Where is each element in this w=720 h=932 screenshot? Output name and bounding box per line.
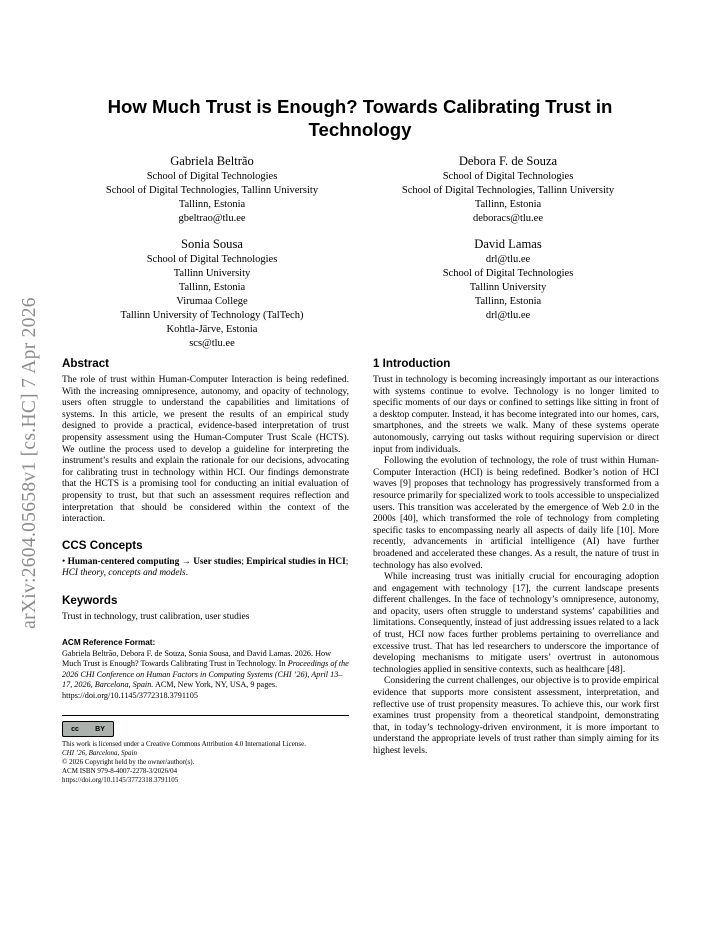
- acm-reference-venue: Proceedings of the 2026 CHI Conference on Human Factors in Computing Systems (CHI ’26), April 13–17, 2026, Barcelona, Spain.: [62, 659, 349, 689]
- ccs-term: HCI theory, concepts and models: [62, 568, 186, 579]
- by-label: BY: [95, 725, 105, 733]
- author-name: Sonia Sousa: [181, 237, 243, 251]
- author-email: drl@tlu.ee: [485, 254, 531, 265]
- author-name: David Lamas: [474, 237, 542, 251]
- author-email: scs@tlu.ee: [189, 338, 235, 349]
- acm-reference-text: [62, 649, 349, 702]
- intro-paragraph-1: Trust in technology is becoming increasingly important as our interactions with systems continue to evolve. Technology is no longer limited to specific moments of our days or confined to settings like sitting in front of a desktop computer. Instead, it has become integrated into our homes, cars, smartphones, and the streets we walk. Many of these systems operate autonomously, carrying out tasks without requiring supervision or direct input from individuals.: [373, 375, 659, 455]
- author-location: Tallinn, Estonia: [178, 282, 246, 293]
- license-isbn: ACM ISBN 979-8-4007-2278-3/2026/04: [62, 766, 178, 775]
- author-affiliation: School of Digital Technologies: [146, 254, 278, 265]
- acm-reference-part: ACM, New York, NY, USA, 9 pages. https://doi.org/10.1145/3772318.3791105: [62, 680, 278, 700]
- paper-title: How Much Trust is Enough? Towards Calibrating Trust in Technology: [107, 96, 613, 140]
- author-affiliation: Tallinn University: [469, 282, 547, 293]
- ccs-term: Empirical studies in HCI: [246, 556, 346, 567]
- author-block-4: [358, 236, 658, 323]
- author-location: Kohtla-Järve, Estonia: [166, 324, 258, 335]
- author-location: Tallinn, Estonia: [474, 296, 542, 307]
- author-email: gbeltrao@tlu.ee: [178, 213, 246, 224]
- left-column: [62, 357, 349, 785]
- license-copyright: © 2026 Copyright held by the owner/author(s).: [62, 757, 195, 766]
- abstract-heading: Abstract: [62, 357, 110, 370]
- author-name: Debora F. de Souza: [458, 154, 558, 168]
- intro-paragraph-3: While increasing trust was initially crucial for encouraging adoption and engagement with technology [17], the current landscape presents different challenges. In the face of technology’s omnipresence, autonomy, and opacity, users often struggle to understand systems’ capabilities and limitations. Consequently, instead of just addressing issues related to a lack of trust, HCI now faces further problems pertaining to overreliance and excessive trust. That has led researchers to underscore the importance of developing mechanisms to mitigate users’ overtrust in autonomous technologies applied in sensitive contexts, such as healthcare [48].: [373, 572, 659, 675]
- author-location: Tallinn, Estonia: [178, 199, 246, 210]
- author-email: deboracs@tlu.ee: [472, 213, 543, 224]
- author-name: Gabriela Beltrão: [170, 154, 254, 168]
- author-block-1: [62, 153, 362, 226]
- right-column: [373, 357, 659, 758]
- license-block: [62, 715, 349, 785]
- cc-label: cc: [71, 725, 79, 733]
- author-affiliation: School of Digital Technologies, Tallinn University: [105, 185, 319, 196]
- ccs-bullet: •: [62, 556, 66, 567]
- author-block-3: [62, 236, 362, 351]
- ccs-term: User studies: [193, 556, 242, 567]
- author-affiliation: School of Digital Technologies, Tallinn University: [401, 185, 615, 196]
- author-affiliation: School of Digital Technologies: [442, 268, 574, 279]
- license-venue-text: CHI ’26, Barcelona, Spain: [62, 748, 137, 757]
- introduction-heading: 1 Introduction: [373, 357, 451, 370]
- ccs-concepts: [62, 557, 349, 580]
- author-affiliation: Tallinn University: [173, 268, 251, 279]
- ccs-separator: ;: [345, 556, 349, 567]
- ccs-arrow: →: [181, 556, 191, 567]
- abstract-text: The role of trust within Human-Computer Interaction is being redefined. With the increasing omnipresence, autonomy, and opacity of technology, users often struggle to understand the capabilities and limitations of systems. In this article, we present the results of an empirical study designed to provide a practical, evidence-based interpretation of trust propensity assessment using the Human-Computer Trust Scale (HCTS). We outline the process used to develop a guideline for interpreting the instrument’s results and explain the rationale for our decisions, advocating for calibrating trust in technology within HCI. Our findings demonstrate that the HCTS is a promising tool for conducting an initial evaluation of propensity to trust, but that such an assessment requires reflection and interpretation that should be considered within the context of the interaction.: [62, 375, 349, 525]
- ccs-heading: CCS Concepts: [62, 538, 143, 552]
- license-text: This work is licensed under a Creative Commons Attribution 4.0 International License.: [62, 740, 306, 748]
- author-email: drl@tlu.ee: [485, 310, 531, 321]
- ccs-separator: .: [185, 568, 189, 579]
- author-affiliation: Tallinn University of Technology (TalTech): [120, 310, 304, 321]
- cc-logo-icon: [62, 721, 114, 737]
- ccs-term: Human-centered computing: [67, 556, 180, 567]
- keywords-text: Trust in technology, trust calibration, user studies: [62, 611, 250, 622]
- author-affiliation: Virumaa College: [176, 296, 248, 307]
- acm-reference-heading: ACM Reference Format:: [62, 637, 156, 647]
- author-block-2: [358, 153, 658, 226]
- license-venue: [62, 749, 349, 758]
- license-divider: [62, 715, 349, 716]
- keywords-heading: Keywords: [62, 593, 118, 607]
- author-affiliation: School of Digital Technologies: [146, 171, 278, 182]
- intro-paragraph-4: Considering the current challenges, our objective is to provide empirical evidence that supports more consistent assessment, interpretation, and reflective use of trust propensity measures. To achieve this, our work first examines trust propensity from a theoretical standpoint, demonstrating that, in today’s technology-driven environment, it is more important to understand the appropriate levels of trust rather than simply aiming for its highest levels.: [373, 676, 659, 756]
- ccs-separator: ;: [241, 556, 247, 567]
- author-location: Tallinn, Estonia: [474, 199, 542, 210]
- acm-reference: [62, 638, 349, 702]
- cc-by-badge: [62, 721, 349, 737]
- license-doi: https://doi.org/10.1145/3772318.3791105: [62, 775, 179, 784]
- intro-paragraph-2: Following the evolution of technology, the role of trust within Human-Computer Interaction (HCI) is being redefined. Bodker’s notion of HCI waves [9] proposes that technology has progressively transformed from a resource primarily for specialized work to tools accessible to unspecialized users. This transition was accelerated by the emergence of Web 2.0 in the 2000s [40], which transformed the role of technology from completing specific tasks to encompassing nearly all aspects of daily life [10]. More recently, advancements in artificial intelligence (AI) have further broadened and accelerated these changes. As a result, the nature of trust in technology has also evolved.: [373, 456, 659, 571]
- arxiv-identifier: arXiv:2604.05658v1 [cs.HC] 7 Apr 2026: [19, 297, 40, 629]
- acm-reference-part: Gabriela Beltrão, Debora F. de Souza, Sonia Sousa, and David Lamas. 2026. How Much Trust is Enough? Towards Calibrating Trust in Technology. In: [62, 648, 332, 668]
- arxiv-stamp: [10, 258, 50, 668]
- author-affiliation: School of Digital Technologies: [442, 171, 574, 182]
